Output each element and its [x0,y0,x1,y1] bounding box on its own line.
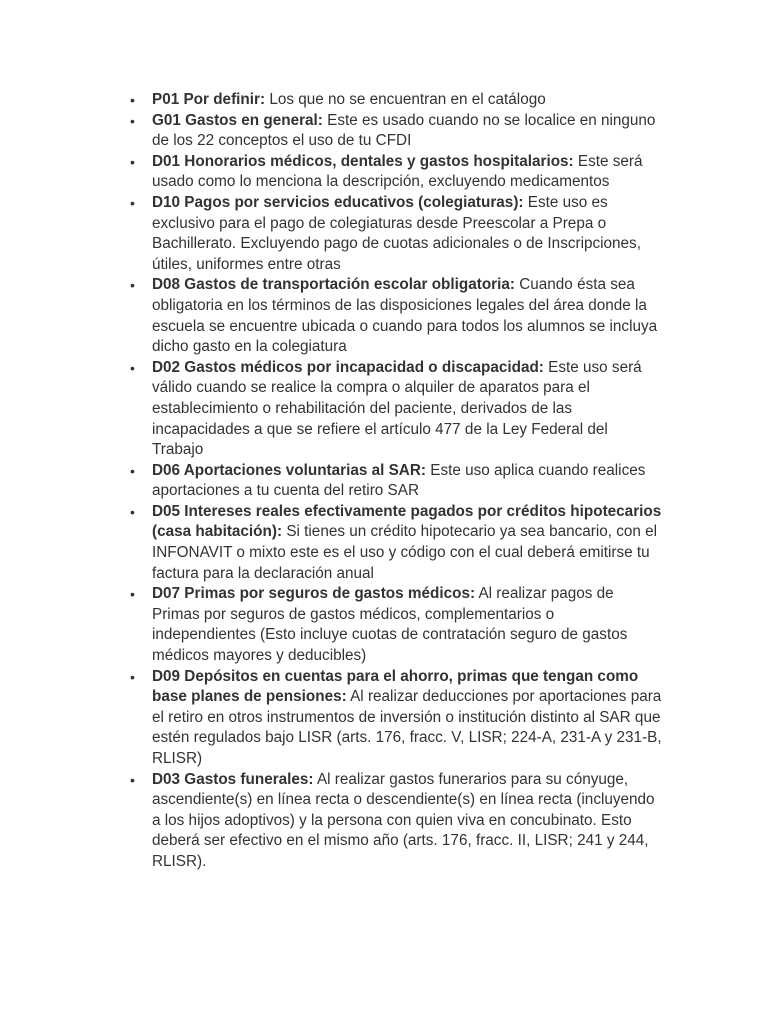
list-item-g01 [130,111,662,152]
item-description: Este uso es exclusivo para el pago de colegiaturas desde Preescolar a Prepa o Bachillerato. Excluyendo pago de cuotas adicionales o de Inscripciones, útiles, uniformes entre otras [152,193,641,273]
item-description: Este uso aplica cuando realices aportaciones a tu cuenta del retiro SAR [152,461,646,500]
list-item-d03 [130,770,662,873]
item-code-term: D10 Pagos por servicios educativos (colegiaturas): [152,193,524,211]
item-code-term: D07 Primas por seguros de gastos médicos: [152,585,476,603]
list-item-d06 [130,461,662,502]
bullet-icon: • [130,277,135,294]
item-code-term: D09 Depósitos en cuentas para el ahorro, primas que tengan como base planes de pensiones: [152,667,639,706]
item-code-term: D06 Aportaciones voluntarias al SAR: [152,461,426,479]
item-description: Al realizar deducciones por aportaciones para el retiro en otros instrumentos de inversión o institución distinto al SAR que estén regulados bajo LISR (arts. 176, fracc. V, LISR; 224-A, 231-A y 231-B, RLISR) [152,688,662,767]
item-description: Los que no se encuentran en el catálogo [269,91,546,108]
list-item-d09 [130,667,662,770]
bullet-icon: • [130,668,135,685]
item-description: Este será usado como lo menciona la descripción, excluyendo medicamentos [152,152,643,191]
cfdi-usage-list [130,90,662,873]
bullet-icon: • [130,359,135,376]
item-description: Si tienes un crédito hipotecario ya sea bancario, con el INFONAVIT o mixto este es el uso y código con el cual deberá emitirse tu factura para la declaración anual [152,523,658,582]
item-code-term: P01 Por definir: [152,91,266,108]
bullet-icon: • [130,92,135,108]
bullet-icon: • [130,112,135,129]
bullet-icon: • [130,503,135,520]
bullet-icon: • [130,771,135,788]
bullet-icon: • [130,194,135,211]
item-description: Este uso será válido cuando se realice la compra o alquiler de aparatos para el establecimiento o rehabilitación del paciente, derivados de las incapacidades a que se refiere el artículo 477 de la Ley Federal del Trabajo [152,358,642,459]
list-item-d10 [130,193,662,275]
item-code-term: D01 Honorarios médicos, dentales y gastos hospitalarios: [152,152,574,170]
item-code-term: D03 Gastos funerales: [152,770,314,788]
item-description: Al realizar gastos funerarios para su cónyuge, ascendiente(s) en línea recta o descendiente(s) en línea recta (incluyendo a los hijos adoptivos) y la persona con quien viva en concubinato. Esto deberá ser efectivo en el mismo año (arts. 176, fracc. II, LISR; 241 y 244, RLISR). [152,770,655,870]
item-code-term: G01 Gastos en general: [152,111,323,129]
list-item-d02 [130,358,662,461]
item-description: Cuando ésta sea obligatoria en los términos de las disposiciones legales del área donde la escuela se encuentre ubicada o cuando para todos los alumnos se incluya dicho gasto en la colegiatura [152,276,658,356]
bullet-icon: • [130,153,135,170]
item-description: Este es usado cuando no se localice en ninguno de los 22 conceptos el uso de tu CFDI [152,111,656,150]
item-code-term: D08 Gastos de transportación escolar obligatoria: [152,276,515,294]
list-item-d05 [130,502,662,584]
item-description: Al realizar pagos de Primas por seguros de gastos médicos, complementarios o independientes (Esto incluye cuotas de contratación seguro de gastos médicos mayores y deducibles) [152,585,628,665]
bullet-icon: • [130,586,135,603]
list-item-d08 [130,275,662,357]
bullet-icon: • [130,462,135,479]
item-code-term: D05 Intereses reales efectivamente pagados por créditos hipotecarios (casa habitación): [152,502,662,541]
list-item-d01 [130,152,662,193]
list-item-p01 [130,90,662,111]
list-item-d07 [130,584,662,666]
item-code-term: D02 Gastos médicos por incapacidad o discapacidad: [152,358,544,376]
